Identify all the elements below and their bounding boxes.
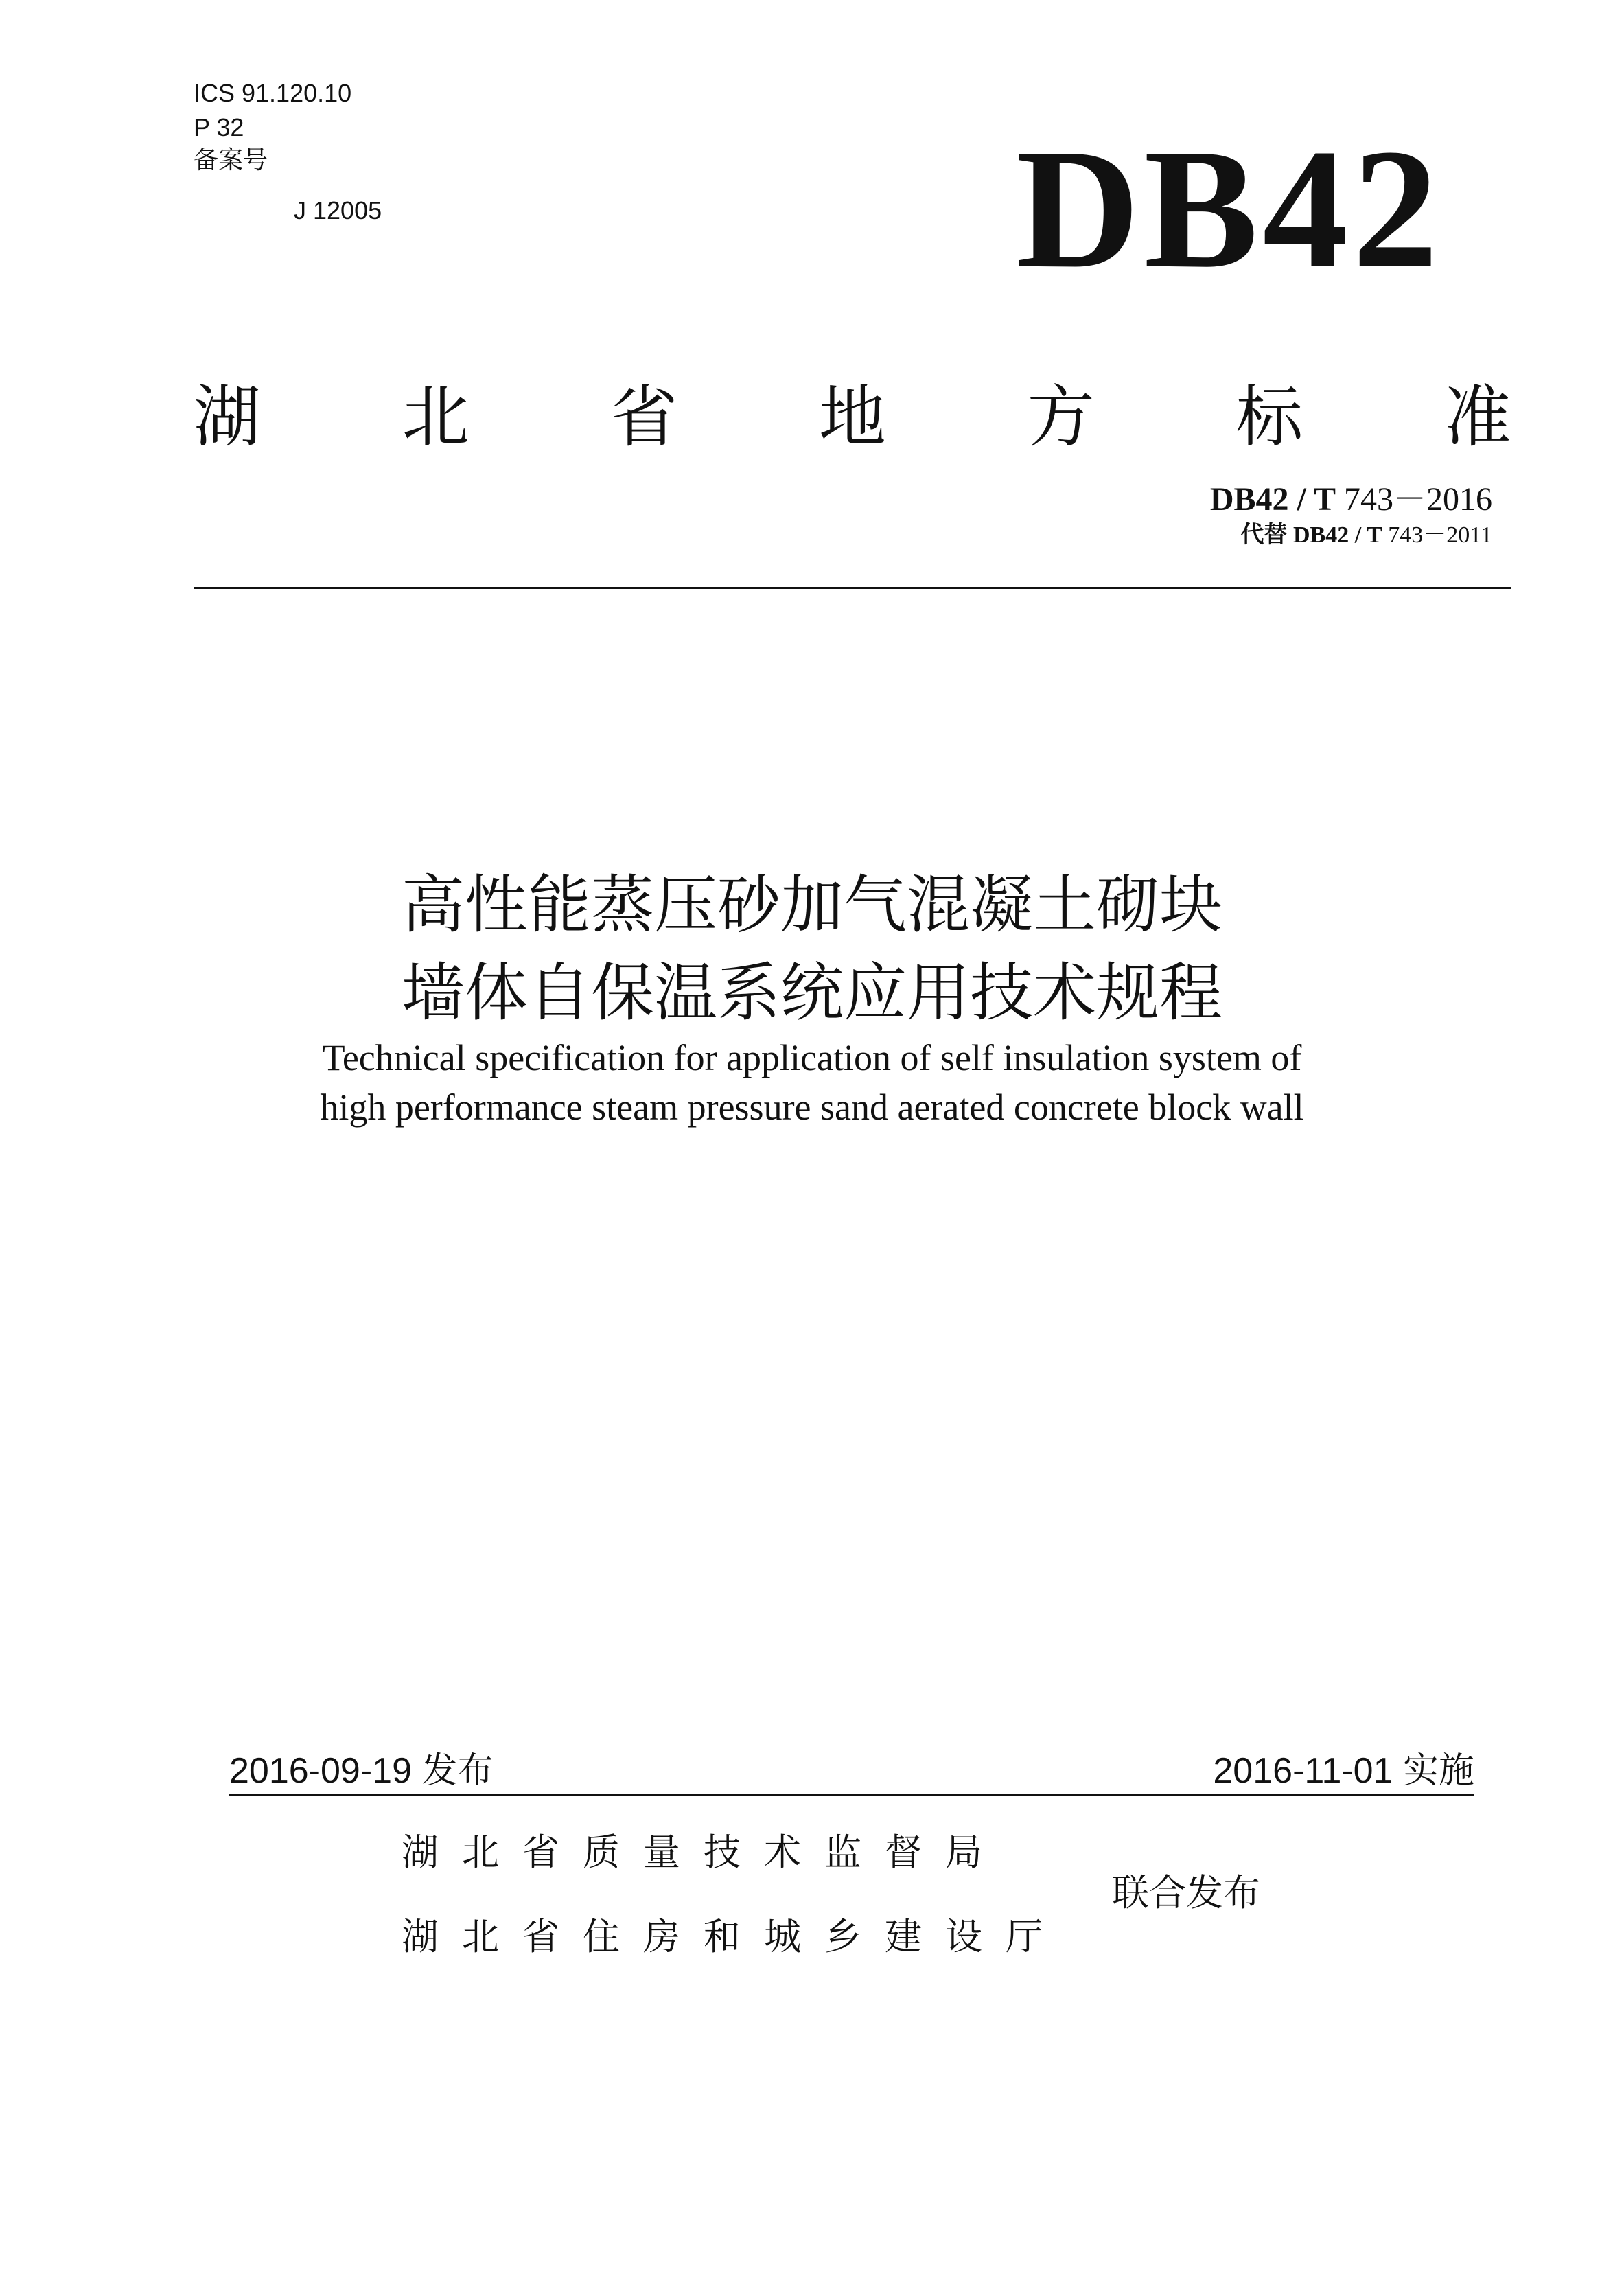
standard-type-char: 标: [1236, 378, 1303, 456]
filing-number: J 12005: [294, 196, 382, 224]
header-divider: [194, 587, 1511, 589]
chinese-title: [0, 861, 1624, 1037]
implementation-date-label: 实施: [1402, 1750, 1474, 1791]
standard-type-char: 北: [402, 378, 469, 456]
issue-date: [229, 1749, 493, 1793]
standard-code-logo: DB42: [1016, 114, 1443, 304]
replaces-year: 743－2011: [1382, 522, 1492, 548]
ics-code: ICS 91.120.10: [194, 79, 352, 107]
english-title-line-2: high performance steam pressure sand aerated concrete block wall: [320, 1087, 1304, 1128]
filing-label: 备案号: [194, 146, 268, 174]
english-title: [0, 1033, 1624, 1132]
chinese-title-line-1: 高性能蒸压砂加气混凝土砌块: [401, 868, 1222, 942]
standard-number: [1210, 480, 1492, 519]
replaces-prefix: 代替 DB42 / T: [1240, 522, 1382, 548]
standard-type-char: 方: [1027, 378, 1095, 456]
standard-type-title: [194, 376, 1511, 459]
english-title-line-1: Technical specification for application of self insulation system of: [322, 1037, 1302, 1078]
issue-date-label: 发布: [421, 1750, 494, 1791]
implementation-date: [1213, 1749, 1474, 1793]
classification-code: P 32: [194, 113, 244, 141]
standard-type-char: 湖: [194, 378, 262, 456]
standard-number-code: DB42 / T: [1209, 481, 1336, 518]
standard-type-char: 省: [610, 378, 678, 456]
chinese-title-line-2: 墙体自保温系统应用技术规程: [401, 956, 1222, 1030]
standard-number-year: 743－2016: [1335, 481, 1492, 518]
standard-type-char: 地: [818, 378, 886, 456]
issuing-authority-1: 湖北省质量技术监督局: [402, 1831, 1006, 1874]
implementation-date-value: 2016-11-01: [1213, 1751, 1393, 1791]
replaces-standard: [1241, 520, 1493, 550]
issuing-authority-2: 湖北省住房和城乡建设厅: [402, 1915, 1066, 1958]
standard-type-char: 准: [1443, 378, 1511, 456]
footer-divider: [229, 1794, 1474, 1796]
issue-date-value: 2016-09-19: [229, 1751, 412, 1791]
joint-issue-label: 联合发布: [1112, 1871, 1260, 1914]
